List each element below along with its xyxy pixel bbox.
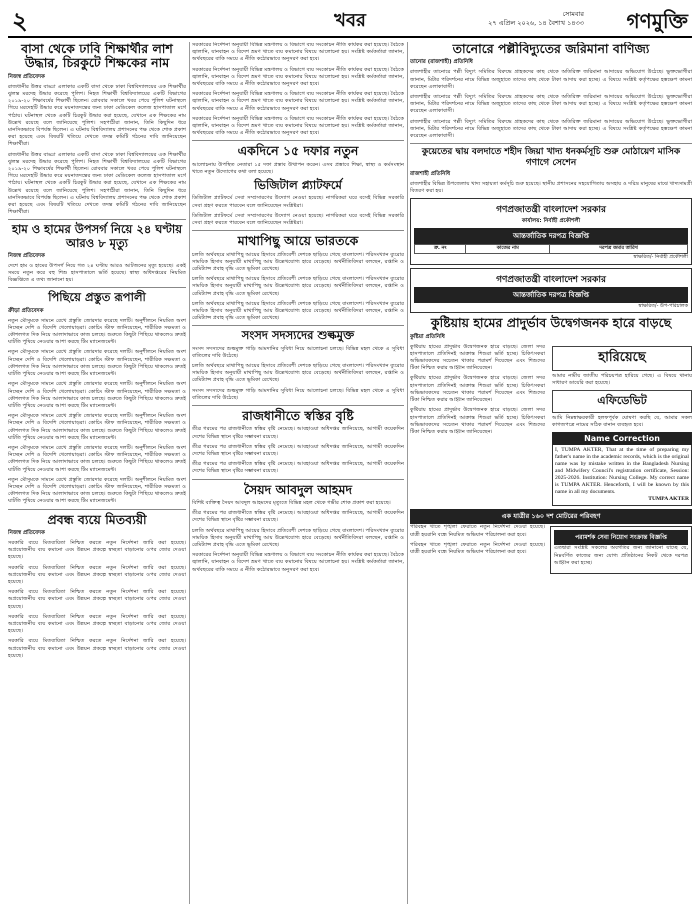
article-body: চলতি অর্থবছরে মাথাপিছু আয়ের হিসাবে প্রতিবেশী দেশকে ছাড়িয়ে গেছে বাংলাদেশ। পরিসংখ্যান ব্যুরোর সাময়িক হিসাব অনুযায়ী মাথাপিছু আয় উল্লেখযোগ্য হারে বেড়েছে। অর্থনীতিবিদরা বলছেন, রপ্তানি ও রেমিট্যান্স প্রবাহ বৃদ্ধি এতে ভূমিকা রেখেছে। xyxy=(192,251,404,273)
article-body: নতুন মৌসুমকে সামনে রেখে প্রস্তুতি জোরদার করেছে দলটি। অনুশীলনে নিয়মিত অংশ নিচ্ছেন দেশি ও বিদেশি খেলোয়াড়রা। কোচিং স্টাফ জানিয়েছেন, শারীরিক সক্ষমতা ও কৌশলগত দিক নিয়ে আলাদাভাবে কাজ চলছে। শুরুতে কিছুটা পিছিয়ে থাকলেও দ্রুতই ঘাটতি পুষিয়ে নেওয়ার আশা করছে টিম ম্যানেজমেন্ট। xyxy=(8,349,186,378)
article-body: সরকারের নির্দেশনা অনুযায়ী বিভিন্ন মন্ত্রণালয় ও বিভাগে ব্যয় সংকোচন নীতি কার্যকর করা হয়েছে। বৈঠকে জ্বালানি, যানবাহন ও বিদেশ ভ্রমণ খাতে ব্যয় কমানোর বিষয়ে আলোচনা হয়। সংশ্লিষ্ট কর্মকর্তারা জানান, অর্থবছরের বাকি সময়ে এ নীতি কঠোরভাবে অনুসরণ করা হবে। xyxy=(192,552,404,573)
byline: কুষ্টিয়া প্রতিনিধি xyxy=(410,333,445,340)
headline-rupali: পিছিয়ে প্রস্তুত রূপালী xyxy=(48,290,146,305)
article-body: পরিবহন খাতে শৃঙ্খলা ফেরাতে নতুন নির্দেশনা দেওয়া হয়েছে। যাত্রী হয়রানি বন্ধে নিয়মিত অভিযান পরিচালনা করা হবে। xyxy=(410,541,545,556)
headline-15-points: একদিনে ১৫ দফার নতুন xyxy=(237,143,359,159)
byline: রাজশাহী প্রতিনিধি xyxy=(410,170,451,177)
divider xyxy=(410,143,692,144)
name-correction-title: Name Correction xyxy=(552,432,692,445)
notice-tag: আন্তর্জাতিক দরপত্র বিজ্ঞপ্তি xyxy=(414,228,688,244)
notice-title: গণপ্রজাতন্ত্রী বাংলাদেশ সরকার xyxy=(496,205,606,216)
headline-obituary: সৈয়দ আবদুল আহমদ xyxy=(243,481,353,497)
article-body: কুষ্টিয়ায় হামের প্রাদুর্ভাব উদ্বেগজনক হারে বাড়ছে। জেলা সদর হাসপাতালে প্রতিদিনই আক্রান্ত শিশুরা ভর্তি হচ্ছে। চিকিৎসকরা অভিভাবকদের সচেতন থাকার পরামর্শ দিয়েছেন এবং শিশুদের টিকা নিশ্চিত করার আহ্বান জানিয়েছেন। xyxy=(410,407,545,435)
dateline xyxy=(488,10,584,28)
article-body: রাজশাহীর তানোরে পল্লী বিদ্যুৎ সমিতির বিরুদ্ধে গ্রাহকদের কাছ থেকে অতিরিক্ত জরিমানা আদায়ের অভিযোগ উঠেছে। ভুক্তভোগীরা জানান, মিটার পরিদর্শনের নামে বিভিন্ন অজুহাতে তাদের কাছ থেকে টাকা আদায় করা হচ্ছে। এ বিষয়ে সংশ্লিষ্ট কর্তৃপক্ষের হস্তক্ষেপ কামনা করেছেন এলাকাবাসী। xyxy=(410,69,692,90)
bottom-section xyxy=(410,524,692,574)
column-divider xyxy=(189,42,190,904)
article-body: সরকারি ব্যয়ে মিতব্যয়িতা নিশ্চিত করতে নতুন নির্দেশনা জারি করা হয়েছে। অপ্রয়োজনীয় ব্যয় কমানো এবং উন্নয়ন প্রকল্পে স্বচ্ছতা বাড়ানোর ওপর জোর দেওয়া হয়েছে। xyxy=(8,613,186,635)
table-header: ক্র. নং xyxy=(415,245,466,254)
table-header: দরপত্র জমার তারিখ xyxy=(550,245,688,254)
article-body: নতুন মৌসুমকে সামনে রেখে প্রস্তুতি জোরদার করেছে দলটি। অনুশীলনে নিয়মিত অংশ নিচ্ছেন দেশি ও বিদেশি খেলোয়াড়রা। কোচিং স্টাফ জানিয়েছেন, শারীরিক সক্ষমতা ও কৌশলগত দিক নিয়ে আলাদাভাবে কাজ চলছে। শুরুতে কিছুটা পিছিয়ে থাকলেও দ্রুতই ঘাটতি পুষিয়ে নেওয়ার আশা করছে টিম ম্যানেজমেন্ট। xyxy=(8,317,186,346)
column-left xyxy=(8,42,186,904)
notice-table xyxy=(414,244,688,254)
headline-food-program: কুয়েতের দ্বায় বলদাতে শহীদ জিয়া খাদ্য ধনকৰ্মসূচি শুরু মোঠায়েণ মাসিক গণাগে সেশেন xyxy=(421,147,681,168)
headline-rain: রাজধানীতে স্বস্তির বৃষ্টি xyxy=(242,408,354,424)
article-body: নতুন মৌসুমকে সামনে রেখে প্রস্তুতি জোরদার করেছে দলটি। অনুশীলনে নিয়মিত অংশ নিচ্ছেন দেশি ও বিদেশি খেলোয়াড়রা। কোচিং স্টাফ জানিয়েছেন, শারীরিক সক্ষমতা ও কৌশলগত দিক নিয়ে আলাদাভাবে কাজ চলছে। শুরুতে কিছুটা পিছিয়ে থাকলেও দ্রুতই ঘাটতি পুষিয়ে নেওয়ার আশা করছে টিম ম্যানেজমেন্ট। xyxy=(8,381,186,409)
article-body: নতুন মৌসুমকে সামনে রেখে প্রস্তুতি জোরদার করেছে দলটি। অনুশীলনে নিয়মিত অংশ নিচ্ছেন দেশি ও বিদেশি খেলোয়াড়রা। কোচিং স্টাফ জানিয়েছেন, শারীরিক সক্ষমতা ও কৌশলগত দিক নিয়ে আলাদাভাবে কাজ চলছে। শুরুতে কিছুটা পিছিয়ে থাকলেও দ্রুতই ঘাটতি পুষিয়ে নেওয়ার আশা করছে টিম ম্যানেজমেন্ট। xyxy=(8,413,186,441)
column-divider xyxy=(407,42,408,904)
divider xyxy=(192,479,404,480)
article-body: সরকারের নির্দেশনা অনুযায়ী বিভিন্ন মন্ত্রণালয় ও বিভাগে ব্যয় সংকোচন নীতি কার্যকর করা হয়েছে। বৈঠকে জ্বালানি, যানবাহন ও বিদেশ ভ্রমণ খাতে ব্যয় কমানোর বিষয়ে আলোচনা হয়। সংশ্লিষ্ট কর্মকর্তারা জানান, অর্থবছরের বাকি সময়ে এ নীতি কঠোরভাবে অনুসরণ করা হবে। xyxy=(192,42,404,63)
masthead xyxy=(8,6,692,38)
affidavit-title: এফিডেভিট xyxy=(552,390,692,413)
article-body: বিশিষ্ট ব্যক্তিত্ব সৈয়দ আবদুল আহমদের মৃত্যুতে বিভিন্ন মহল থেকে গভীর শোক প্রকাশ করা হয়েছে। xyxy=(192,500,391,507)
classifieds xyxy=(552,344,692,507)
article-body: চলতি অর্থবছরে মাথাপিছু আয়ের হিসাবে প্রতিবেশী দেশকে ছাড়িয়ে গেছে বাংলাদেশ। পরিসংখ্যান ব্যুরোর সাময়িক হিসাব অনুযায়ী মাথাপিছু আয় উল্লেখযোগ্য হারে বেড়েছে। অর্থনীতিবিদরা বলছেন, রপ্তানি ও রেমিট্যান্স প্রবাহ বৃদ্ধি এতে ভূমিকা রেখেছে। xyxy=(192,300,404,322)
divider xyxy=(192,230,404,231)
article-body: সরকারি ব্যয়ে মিতব্যয়িতা নিশ্চিত করতে নতুন নির্দেশনা জারি করা হয়েছে। অপ্রয়োজনীয় ব্যয় কমানো এবং উন্নয়ন প্রকল্পে স্বচ্ছতা বাড়ানোর ওপর জোর দেওয়া হয়েছে। xyxy=(8,589,186,610)
affidavit-text: আমি নিম্নস্বাক্ষরকারী হলফপূর্বক ঘোষণা করছি যে, আমার সকল কাগজপত্রে নামের সঠিক বানান ব্যবহৃত হবে। xyxy=(552,415,692,429)
article-body: ডিজিটাল প্ল্যাটফর্মে সেবা সম্প্রসারণের উদ্যোগ নেওয়া হয়েছে। নাগরিকরা ঘরে বসেই বিভিন্ন সরকারি সেবা গ্রহণ করতে পারবেন বলে জানিয়েছেন সংশ্লিষ্টরা। xyxy=(192,195,404,209)
brand-logo: গণমুক্তি xyxy=(626,9,688,33)
article-body: রাজশাহীর তানোরে পল্লী বিদ্যুৎ সমিতির বিরুদ্ধে গ্রাহকদের কাছ থেকে অতিরিক্ত জরিমানা আদায়ের অভিযোগ উঠেছে। ভুক্তভোগীরা জানান, মিটার পরিদর্শনের নামে বিভিন্ন অজুহাতে তাদের কাছ থেকে টাকা আদায় করা হচ্ছে। এ বিষয়ে সংশ্লিষ্ট কর্তৃপক্ষের হস্তক্ষেপ কামনা করেছেন এলাকাবাসী। xyxy=(410,118,692,139)
name-correction-box xyxy=(552,445,692,506)
transport-article xyxy=(410,524,545,559)
article-body: কুষ্টিয়ায় হামের প্রাদুর্ভাব উদ্বেগজনক হারে বাড়ছে। জেলা সদর হাসপাতালে প্রতিদিনই আক্রান্ত শিশুরা ভর্তি হচ্ছে। চিকিৎসকরা অভিভাবকদের সচেতন থাকার পরামর্শ দিয়েছেন এবং শিশুদের টিকা নিশ্চিত করার আহ্বান জানিয়েছেন। xyxy=(410,343,545,372)
date: ২৭ এপ্রিল ২০২৬, ১৪ বৈশাখ ১৪৩৩ xyxy=(488,19,584,27)
article-body: তীব্র গরমের পর রাজধানীতে স্বস্তির বৃষ্টি নেমেছে। আবহাওয়া অধিদপ্তর জানিয়েছে, আগামী কয়েকদিন দেশের বিভিন্ন স্থানে বৃষ্টির সম্ভাবনা রয়েছে। xyxy=(192,426,404,440)
notice-signature: স্বাক্ষরিত/- উপ-পরিচালক xyxy=(638,302,688,309)
divider xyxy=(8,219,186,220)
divider xyxy=(8,287,186,288)
article-body: চলতি অর্থবছরে মাথাপিছু আয়ের হিসাবে প্রতিবেশী দেশকে ছাড়িয়ে গেছে বাংলাদেশ। পরিসংখ্যান ব্যুরোর সাময়িক হিসাব অনুযায়ী মাথাপিছু আয় উল্লেখযোগ্য হারে বেড়েছে। অর্থনীতিবিদরা বলছেন, রপ্তানি ও রেমিট্যান্স প্রবাহ বৃদ্ধি এতে ভূমিকা রেখেছে। xyxy=(192,276,404,297)
divider xyxy=(8,509,186,510)
divider xyxy=(192,405,404,406)
article-body: রাজধানীর উত্তর বাড্ডা এলাকার একটি বাসা থেকে ঢাকা বিশ্ববিদ্যালয়ের এক শিক্ষার্থীর ঝুলন্ত মরদেহ উদ্ধার করেছে পুলিশ। নিহত শিক্ষার্থী বিশ্ববিদ্যালয়ের একটি বিভাগের ২০১৯-২০ শিক্ষাবর্ষের শিক্ষার্থী ছিলেন। রোববার সকালে খবর পেয়ে পুলিশ ঘটনাস্থলে গিয়ে মরদেহটি উদ্ধার করে ময়নাতদন্তের জন্য ঢাকা মেডিকেল কলেজ হাসপাতাল মর্গে পাঠায়। ঘটনাস্থল থেকে একটি চিরকুট উদ্ধার করা হয়েছে, যেখানে এক শিক্ষকের নাম উল্লেখ রয়েছে বলে জানিয়েছে পুলিশ। সহপাঠীরা জানান, তিনি কিছুদিন ধরে মানসিকভাবে বিপর্যস্ত ছিলেন। এ ঘটনায় বিশ্ববিদ্যালয় প্রশাসনের পক্ষ থেকে শোক প্রকাশ করা হয়েছে এবং বিষয়টি খতিয়ে দেখতে তদন্ত কমিটি গঠনের দাবি জানিয়েছেন শিক্ষার্থীরা। xyxy=(8,151,186,216)
article-body: নতুন মৌসুমকে সামনে রেখে প্রস্তুতি জোরদার করেছে দলটি। অনুশীলনে নিয়মিত অংশ নিচ্ছেন দেশি ও বিদেশি খেলোয়াড়রা। কোচিং স্টাফ জানিয়েছেন, শারীরিক সক্ষমতা ও কৌশলগত দিক নিয়ে আলাদাভাবে কাজ চলছে। শুরুতে কিছুটা পিছিয়ে থাকলেও দ্রুতই ঘাটতি পুষিয়ে নেওয়ার আশা করছে টিম ম্যানেজমেন্ট। xyxy=(8,444,186,473)
article-body: ডিজিটাল প্ল্যাটফর্মে সেবা সম্প্রসারণের উদ্যোগ নেওয়া হয়েছে। নাগরিকরা ঘরে বসেই বিভিন্ন সরকারি সেবা গ্রহণ করতে পারবেন বলে জানিয়েছেন সংশ্লিষ্টরা। xyxy=(192,212,404,227)
headline-digital-platform: ভিজিটাল প্ল্যাটফর্মে xyxy=(254,178,342,193)
kushtia-article xyxy=(410,344,545,439)
article-body: পরিবহন খাতে শৃঙ্খলা ফেরাতে নতুন নির্দেশনা দেওয়া হয়েছে। যাত্রী হয়রানি বন্ধে নিয়মিত অভিযান পরিচালনা করা হবে। xyxy=(410,524,545,538)
headline-per-capita: মাথাপিছু আয়ে ভারতকে xyxy=(237,233,359,249)
article-body: দেশে হাম ও হামের উপসর্গ নিয়ে গত ২৪ ঘণ্টায় আরও আটজনের মৃত্যু হয়েছে। একই সময়ে নতুন করে বহু শিশু হাসপাতালে ভর্তি হয়েছে। স্বাস্থ্য অধিদপ্তরের নিয়মিত বিজ্ঞপ্তিতে এ তথ্য জানানো হয়। xyxy=(8,262,186,284)
article-body: কুষ্টিয়ায় হামের প্রাদুর্ভাব উদ্বেগজনক হারে বাড়ছে। জেলা সদর হাসপাতালে প্রতিদিনই আক্রান্ত শিশুরা ভর্তি হচ্ছে। চিকিৎসকরা অভিভাবকদের সচেতন থাকার পরামর্শ দিয়েছেন এবং শিশুদের টিকা নিশ্চিত করার আহ্বান জানিয়েছেন। xyxy=(410,375,545,404)
byline: নিজস্ব প্রতিবেদক xyxy=(8,73,45,80)
article-body: রাজশাহীর বিভিন্ন উপজেলায় খাদ্য সহায়তা কর্মসূচি শুরু হয়েছে। স্থানীয় প্রশাসনের সহযোগিতায় অসহায় ও দরিদ্র মানুষের মাঝে খাদ্যসামগ্রী বিতরণ করা হয়। xyxy=(410,180,692,195)
notice-signature: স্বাক্ষরিত/- নির্বাহী প্রকৌশলী xyxy=(633,254,688,261)
headline-tanore: তানোরে পল্লীবিদ্যুতের জরিমানা বাণিজ্য xyxy=(452,42,650,56)
column-middle xyxy=(192,42,404,904)
consultant-notice-title: পরামর্শক সেবা নিয়োগ সংক্রান্ত বিজ্ঞপ্তি xyxy=(554,530,688,545)
headline-dhaka-student: বাসা থেকে ঢাবি শিক্ষার্থীর লাশ উদ্ধার, চিরকুটে শিক্ষকের নাম xyxy=(21,42,173,71)
notice-title: গণপ্রজাতন্ত্রী বাংলাদেশ সরকার xyxy=(496,274,606,285)
article-body: সরকারি ব্যয়ে মিতব্যয়িতা নিশ্চিত করতে নতুন নির্দেশনা জারি করা হয়েছে। অপ্রয়োজনীয় ব্যয় কমানো এবং উন্নয়ন প্রকল্পে স্বচ্ছতা বাড়ানোর ওপর জোর দেওয়া হয়েছে। xyxy=(8,564,186,585)
article-body: সংসদ সদস্যদের শুল্কমুক্ত গাড়ি আমদানির সুবিধা নিয়ে আলোচনা চলছে। বিভিন্ন মহল থেকে এ সুবিধা বাতিলের দাবি উঠেছে। xyxy=(192,345,404,359)
article-body: তীব্র গরমের পর রাজধানীতে স্বস্তির বৃষ্টি নেমেছে। আবহাওয়া অধিদপ্তর জানিয়েছে, আগামী কয়েকদিন দেশের বিভিন্ন স্থানে বৃষ্টির সম্ভাবনা রয়েছে। xyxy=(192,461,404,475)
headline-mp-duty-free: সংসদ সদস্যদের শুল্কমুক্ত xyxy=(241,328,355,343)
byline: নিজস্ব প্রতিবেদক xyxy=(8,529,45,536)
divider xyxy=(192,140,404,141)
article-body: রাজধানীর উত্তর বাড্ডা এলাকার একটি বাসা থেকে ঢাকা বিশ্ববিদ্যালয়ের এক শিক্ষার্থীর ঝুলন্ত মরদেহ উদ্ধার করেছে পুলিশ। নিহত শিক্ষার্থী বিশ্ববিদ্যালয়ের একটি বিভাগের ২০১৯-২০ শিক্ষাবর্ষের শিক্ষার্থী ছিলেন। রোববার সকালে খবর পেয়ে পুলিশ ঘটনাস্থলে গিয়ে মরদেহটি উদ্ধার করে ময়নাতদন্তের জন্য ঢাকা মেডিকেল কলেজ হাসপাতাল মর্গে পাঠায়। ঘটনাস্থল থেকে একটি চিরকুট উদ্ধার করা হয়েছে, যেখানে এক শিক্ষকের নাম উল্লেখ রয়েছে বলে জানিয়েছে পুলিশ। সহপাঠীরা জানান, তিনি কিছুদিন ধরে মানসিকভাবে বিপর্যস্ত ছিলেন। এ ঘটনায় বিশ্ববিদ্যালয় প্রশাসনের পক্ষ থেকে শোক প্রকাশ করা হয়েছে এবং বিষয়টি খতিয়ে দেখতে তদন্ত কমিটি গঠনের দাবি জানিয়েছেন শিক্ষার্থীরা। xyxy=(8,83,186,148)
article-body: তীব্র গরমের পর রাজধানীতে স্বস্তির বৃষ্টি নেমেছে। আবহাওয়া অধিদপ্তর জানিয়েছে, আগামী কয়েকদিন দেশের বিভিন্ন স্থানে বৃষ্টির সম্ভাবনা রয়েছে। xyxy=(192,510,404,524)
article-body: চলতি অর্থবছরে মাথাপিছু আয়ের হিসাবে প্রতিবেশী দেশকে ছাড়িয়ে গেছে বাংলাদেশ। পরিসংখ্যান ব্যুরোর সাময়িক হিসাব অনুযায়ী মাথাপিছু আয় উল্লেখযোগ্য হারে বেড়েছে। অর্থনীতিবিদরা বলছেন, রপ্তানি ও রেমিট্যান্স প্রবাহ বৃদ্ধি এতে ভূমিকা রেখেছে। xyxy=(192,527,404,549)
section-title: খবর xyxy=(334,10,366,31)
article-body: সরকারের নির্দেশনা অনুযায়ী বিভিন্ন মন্ত্রণালয় ও বিভাগে ব্যয় সংকোচন নীতি কার্যকর করা হয়েছে। বৈঠকে জ্বালানি, যানবাহন ও বিদেশ ভ্রমণ খাতে ব্যয় কমানোর বিষয়ে আলোচনা হয়। সংশ্লিষ্ট কর্মকর্তারা জানান, অর্থবছরের বাকি সময়ে এ নীতি কঠোরভাবে অনুসরণ করা হবে। xyxy=(192,115,404,137)
article-body: সরকারি ব্যয়ে মিতব্যয়িতা নিশ্চিত করতে নতুন নির্দেশনা জারি করা হয়েছে। অপ্রয়োজনীয় ব্যয় কমানো এবং উন্নয়ন প্রকল্পে স্বচ্ছতা বাড়ানোর ওপর জোর দেওয়া হয়েছে। xyxy=(8,539,186,561)
article-body: সরকারের নির্দেশনা অনুযায়ী বিভিন্ন মন্ত্রণালয় ও বিভাগে ব্যয় সংকোচন নীতি কার্যকর করা হয়েছে। বৈঠকে জ্বালানি, যানবাহন ও বিদেশ ভ্রমণ খাতে ব্যয় কমানোর বিষয়ে আলোচনা হয়। সংশ্লিষ্ট কর্মকর্তারা জানান, অর্থবছরের বাকি সময়ে এ নীতি কঠোরভাবে অনুসরণ করা হবে। xyxy=(192,66,404,88)
page-number: ২ xyxy=(12,6,28,35)
notice-tag: আন্তর্জাতিক দরপত্র বিজ্ঞপ্তি xyxy=(414,287,688,303)
article-body: সরকারি ব্যয়ে মিতব্যয়িতা নিশ্চিত করতে নতুন নির্দেশনা জারি করা হয়েছে। অপ্রয়োজনীয় ব্যয় কমানো এবং উন্নয়ন প্রকল্পে স্বচ্ছতা বাড়ানোর ওপর জোর দেওয়া হয়েছে। xyxy=(8,638,186,659)
day: সোমবার xyxy=(562,10,584,18)
tender-notice-1 xyxy=(410,198,692,265)
consultant-notice-text: এতদ্বারা সংশ্লিষ্ট সকলের অবগতির জন্য জানানো যাচ্ছে যে, নিম্নবর্ণিত কাজের জন্য যোগ্য প্রতিষ্ঠানের নিকট থেকে দরপত্র আহ্বান করা হচ্ছে। xyxy=(554,545,688,566)
article-body: আলোচনায় উপস্থিত নেতারা ১৫ দফা প্রস্তাব উত্থাপন করেন। এসব প্রস্তাবে শিক্ষা, স্বাস্থ্য ও কর্মসংস্থান খাতে নতুন উদ্যোগের কথা বলা হয়েছে। xyxy=(192,161,404,176)
table-header: কাজের নাম xyxy=(466,245,550,254)
name-correction-text: I, TUMPA AKTER, That at the time of preparing my father's name in the academic records, which is the original name was by mistake written in the Bangladesh Nursing and Midwifery Council's registration certificate, Session: 2025-2026. Institution: Nursing College. My correct name is TUMPA AKTER. Henceforth, I will be known by this name in all my documents. xyxy=(555,447,689,496)
article-body: নতুন মৌসুমকে সামনে রেখে প্রস্তুতি জোরদার করেছে দলটি। অনুশীলনে নিয়মিত অংশ নিচ্ছেন দেশি ও বিদেশি খেলোয়াড়রা। কোচিং স্টাফ জানিয়েছেন, শারীরিক সক্ষমতা ও কৌশলগত দিক নিয়ে আলাদাভাবে কাজ চলছে। শুরুতে কিছুটা পিছিয়ে থাকলেও দ্রুতই ঘাটতি পুষিয়ে নেওয়ার আশা করছে টিম ম্যানেজমেন্ট। xyxy=(8,476,186,505)
byline: ক্রীড়া প্রতিবেদক xyxy=(8,307,44,314)
notice-office: কার্যালয়: নির্বাহী প্রকৌশলী xyxy=(521,218,581,225)
consultant-notice xyxy=(550,526,692,574)
divider xyxy=(192,325,404,326)
headline-austerity: প্রবন্ধ ব্যয়ে মিতব্যয়ী xyxy=(47,511,147,527)
lost-ad-title: হারিয়েছে xyxy=(552,346,692,371)
lost-ad-text: আমার নামীয় জাতীয় পরিচয়পত্র হারিয়ে গেছে। এ বিষয়ে থানায় সাধারণ ডায়েরি করা হয়েছে। xyxy=(552,372,692,386)
kushtia-section xyxy=(410,344,692,507)
tender-notice-2 xyxy=(410,268,692,314)
column-right xyxy=(410,42,692,904)
headline-transport: এক যাত্রীর ১৬০ দশ মোটরের পরিবহণ xyxy=(410,509,692,524)
name-correction-sign: TUMPA AKTER xyxy=(648,496,689,503)
headline-measles-deaths: হাম ও হামের উপসর্গ নিয়ে ২৪ ঘণ্টায় আরও ৮ মৃত্যু xyxy=(11,222,183,250)
article-body: সংসদ সদস্যদের শুল্কমুক্ত গাড়ি আমদানির সুবিধা নিয়ে আলোচনা চলছে। বিভিন্ন মহল থেকে এ সুবিধা বাতিলের দাবি উঠেছে। xyxy=(192,387,404,401)
headline-kushtia-measles: কুষ্টিয়ায় হামের প্রাদুর্ভাব উদ্বেগজনক হারে বাড়ছে xyxy=(430,315,672,331)
article-body: রাজশাহীর তানোরে পল্লী বিদ্যুৎ সমিতির বিরুদ্ধে গ্রাহকদের কাছ থেকে অতিরিক্ত জরিমানা আদায়ের অভিযোগ উঠেছে। ভুক্তভোগীরা জানান, মিটার পরিদর্শনের নামে বিভিন্ন অজুহাতে তাদের কাছ থেকে টাকা আদায় করা হচ্ছে। এ বিষয়ে সংশ্লিষ্ট কর্তৃপক্ষের হস্তক্ষেপ কামনা করেছেন এলাকাবাসী। xyxy=(410,93,692,115)
article-body: তীব্র গরমের পর রাজধানীতে স্বস্তির বৃষ্টি নেমেছে। আবহাওয়া অধিদপ্তর জানিয়েছে, আগামী কয়েকদিন দেশের বিভিন্ন স্থানে বৃষ্টির সম্ভাবনা রয়েছে। xyxy=(192,443,404,458)
article-body: চলতি অর্থবছরে মাথাপিছু আয়ের হিসাবে প্রতিবেশী দেশকে ছাড়িয়ে গেছে বাংলাদেশ। পরিসংখ্যান ব্যুরোর সাময়িক হিসাব অনুযায়ী মাথাপিছু আয় উল্লেখযোগ্য হারে বেড়েছে। অর্থনীতিবিদরা বলছেন, রপ্তানি ও রেমিট্যান্স প্রবাহ বৃদ্ধি এতে ভূমিকা রেখেছে। xyxy=(192,363,404,384)
byline: তানোর (রাজশাহী) প্রতিনিধি xyxy=(410,59,473,66)
byline: নিজস্ব প্রতিবেদক xyxy=(8,252,45,259)
article-body: সরকারের নির্দেশনা অনুযায়ী বিভিন্ন মন্ত্রণালয় ও বিভাগে ব্যয় সংকোচন নীতি কার্যকর করা হয়েছে। বৈঠকে জ্বালানি, যানবাহন ও বিদেশ ভ্রমণ খাতে ব্যয় কমানোর বিষয়ে আলোচনা হয়। সংশ্লিষ্ট কর্মকর্তারা জানান, অর্থবছরের বাকি সময়ে এ নীতি কঠোরভাবে অনুসরণ করা হবে। xyxy=(192,91,404,112)
